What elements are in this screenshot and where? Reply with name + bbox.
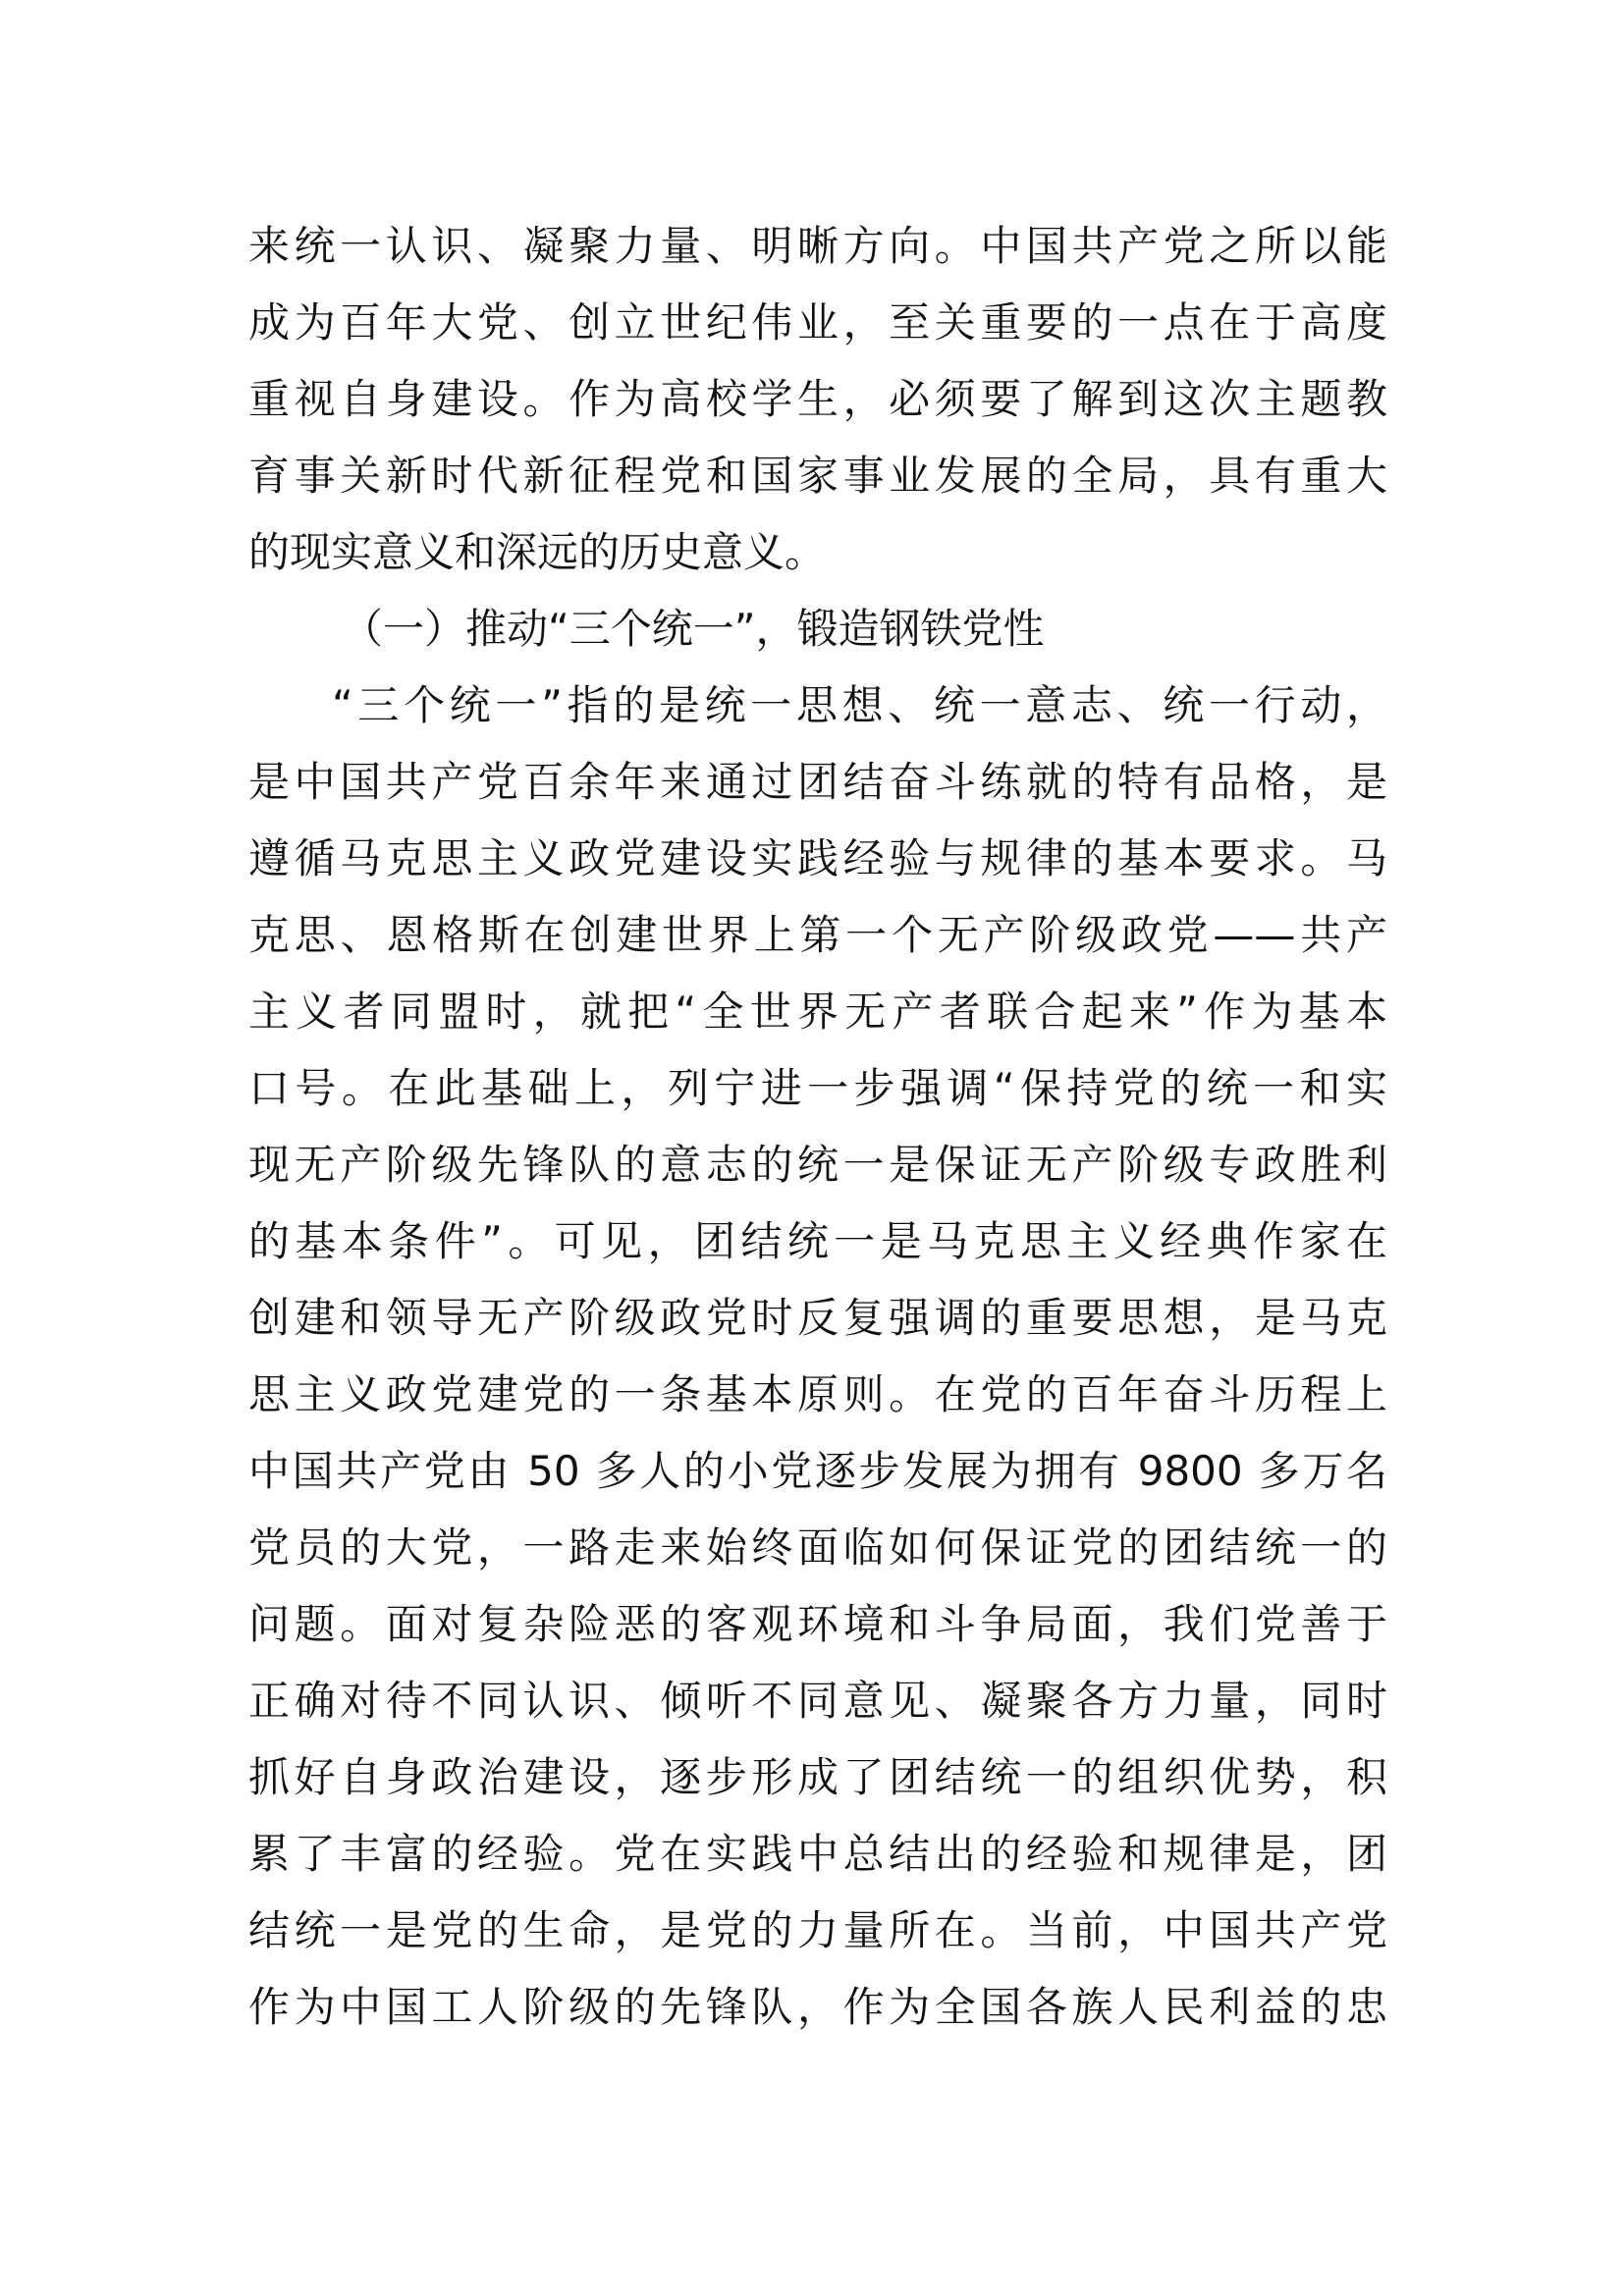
body-line: 作为中国工人阶级的先锋队，作为全国各族人民利益的忠 [248,1983,1387,2031]
body-line: 的基本条件”。可见，团结统一是马克思主义经典作家在 [248,1217,1387,1265]
body-line: 现无产阶级先锋队的意志的统一是保证无产阶级专政胜利 [248,1141,1387,1189]
intro-line: 重视自身建设。作为高校学生，必须要了解到这次主题教 [248,375,1387,423]
body-line: 党员的大党，一路走来始终面临如何保证党的团结统一的 [248,1523,1387,1572]
body-line: 抓好自身政治建设，逐步形成了团结统一的组织优势，积 [248,1753,1387,1801]
body-line: 是中国共产党百余年来通过团结奋斗练就的特有品格，是 [248,758,1387,806]
intro-line: 成为百年大党、创立世纪伟业，至关重要的一点在于高度 [248,298,1387,347]
body-line: 思主义政党建党的一条基本原则。在党的百年奋斗历程上 [248,1370,1387,1418]
section-heading: （一）推动“三个统一”，锻造钢铁党性 [342,605,1045,653]
body-line: 累了丰富的经验。党在实践中总结出的经验和规律是，团 [248,1830,1387,1878]
body-line: 中国共产党由 50 多人的小党逐步发展为拥有 9800 多万名 [248,1447,1387,1495]
body-line-first: “三个统一”指的是统一思想、统一意志、统一行动， [332,681,1387,729]
body-line: 创建和领导无产阶级政党时反复强调的重要思想，是马克 [248,1294,1387,1342]
intro-line: 育事关新时代新征程党和国家事业发展的全局，具有重大 [248,452,1387,500]
body-line: 遵循马克思主义政党建设实践经验与规律的基本要求。马 [248,834,1387,882]
body-line: 正确对待不同认识、倾听不同意见、凝聚各方力量，同时 [248,1677,1387,1725]
body-line: 问题。面对复杂险恶的客观环境和斗争局面，我们党善于 [248,1600,1387,1648]
intro-line-last: 的现实意义和深远的历史意义。 [248,528,827,576]
body-line: 克思、恩格斯在创建世界上第一个无产阶级政党——共产 [248,911,1387,959]
body-line: 主义者同盟时，就把“全世界无产者联合起来”作为基本 [248,988,1387,1036]
body-line: 口号。在此基础上，列宁进一步强调“保持党的统一和实 [248,1064,1387,1112]
body-line: 结统一是党的生命，是党的力量所在。当前，中国共产党 [248,1906,1387,1954]
intro-line: 来统一认识、凝聚力量、明晰方向。中国共产党之所以能 [248,222,1387,270]
